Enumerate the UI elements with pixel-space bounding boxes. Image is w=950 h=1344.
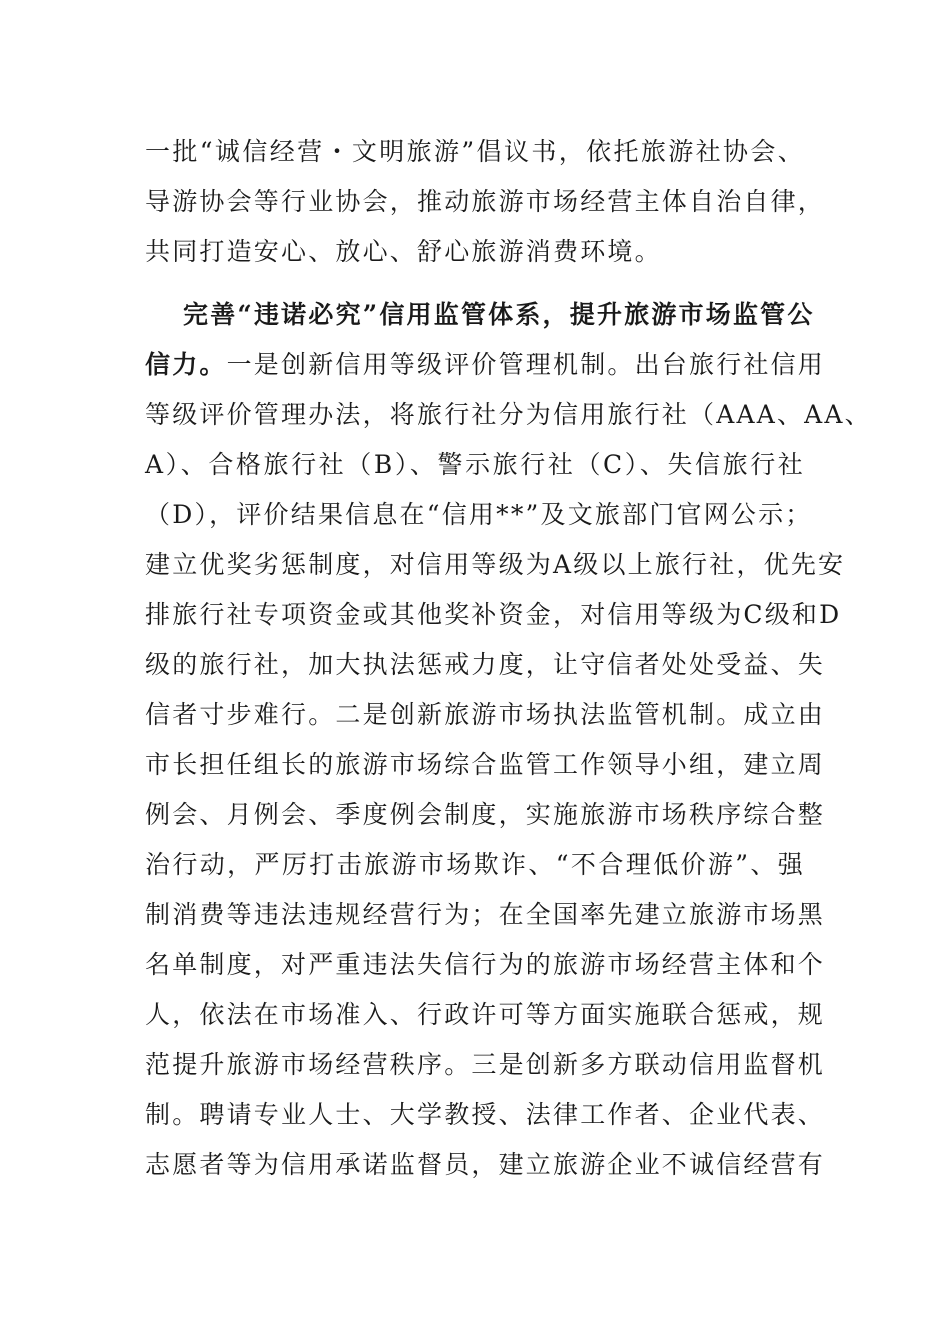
paragraph-1-line-1: 一批“诚信经营・文明旅游”倡议书，依托旅游社协会、: [145, 137, 805, 166]
paragraph-2-line-2: [145, 340, 826, 389]
paragraph-2-line-16: 范提升旅游市场经营秩序。三是创新多方联动信用监督机: [145, 1050, 826, 1079]
paragraph-2-line-17: 制。聘请专业人士、大学教授、法律工作者、企业代表、: [145, 1100, 826, 1129]
paragraph-2-line-18: 志愿者等为信用承诺监督员，建立旅游企业不诚信经营有: [145, 1150, 826, 1179]
paragraph-2-line-3: 等级评价管理办法，将旅行社分为信用旅行社（AAA、AA、: [145, 400, 872, 429]
paragraph-1-line-2: 导游协会等行业协会，推动旅游市场经营主体自治自律，: [145, 187, 826, 216]
paragraph-1-line-3: 共同打造安心、放心、舒心旅游消费环境。: [145, 237, 662, 266]
paragraph-2-line-11: 例会、月例会、季度例会制度，实施旅游市场秩序综合整: [145, 800, 826, 829]
paragraph-2-line-9: 信者寸步难行。二是创新旅游市场执法监管机制。成立由: [145, 700, 826, 729]
paragraph-2-line-12: 治行动，严厉打击旅游市场欺诈、“不合理低价游”、强: [145, 850, 805, 879]
paragraph-2-line-13: 制消费等违法违规经营行为；在全国率先建立旅游市场黑: [145, 900, 826, 929]
paragraph-2-line-7: 排旅行社专项资金或其他奖补资金，对信用等级为C级和D: [145, 600, 842, 629]
paragraph-2-line-8: 级的旅行社，加大执法惩戒力度，让守信者处处受益、失: [145, 650, 826, 679]
paragraph-2-line-15: 人，依法在市场准入、行政许可等方面实施联合惩戒，规: [145, 1000, 826, 1029]
paragraph-2-line-10: 市长担任组长的旅游市场综合监管工作领导小组，建立周: [145, 750, 826, 779]
paragraph-2-line-14: 名单制度，对严重违法失信行为的旅游市场经营主体和个: [145, 950, 826, 979]
paragraph-2-heading-end: 信力。: [145, 350, 227, 379]
paragraph-2-line-4: A）、合格旅行社（B）、警示旅行社（C）、失信旅行社: [145, 450, 805, 479]
paragraph-2-line-6: 建立优奖劣惩制度，对信用等级为A级以上旅行社，优先安: [145, 550, 846, 579]
paragraph-2-line-2-text: 一是创新信用等级评价管理机制。出台旅行社信用: [226, 350, 826, 379]
paragraph-2-heading-line-1: 完善“违诺必究”信用监管体系，提升旅游市场监管公: [183, 300, 815, 329]
paragraph-2-line-5: （D），评价结果信息在“信用**”及文旅部门官网公示；: [145, 500, 813, 529]
